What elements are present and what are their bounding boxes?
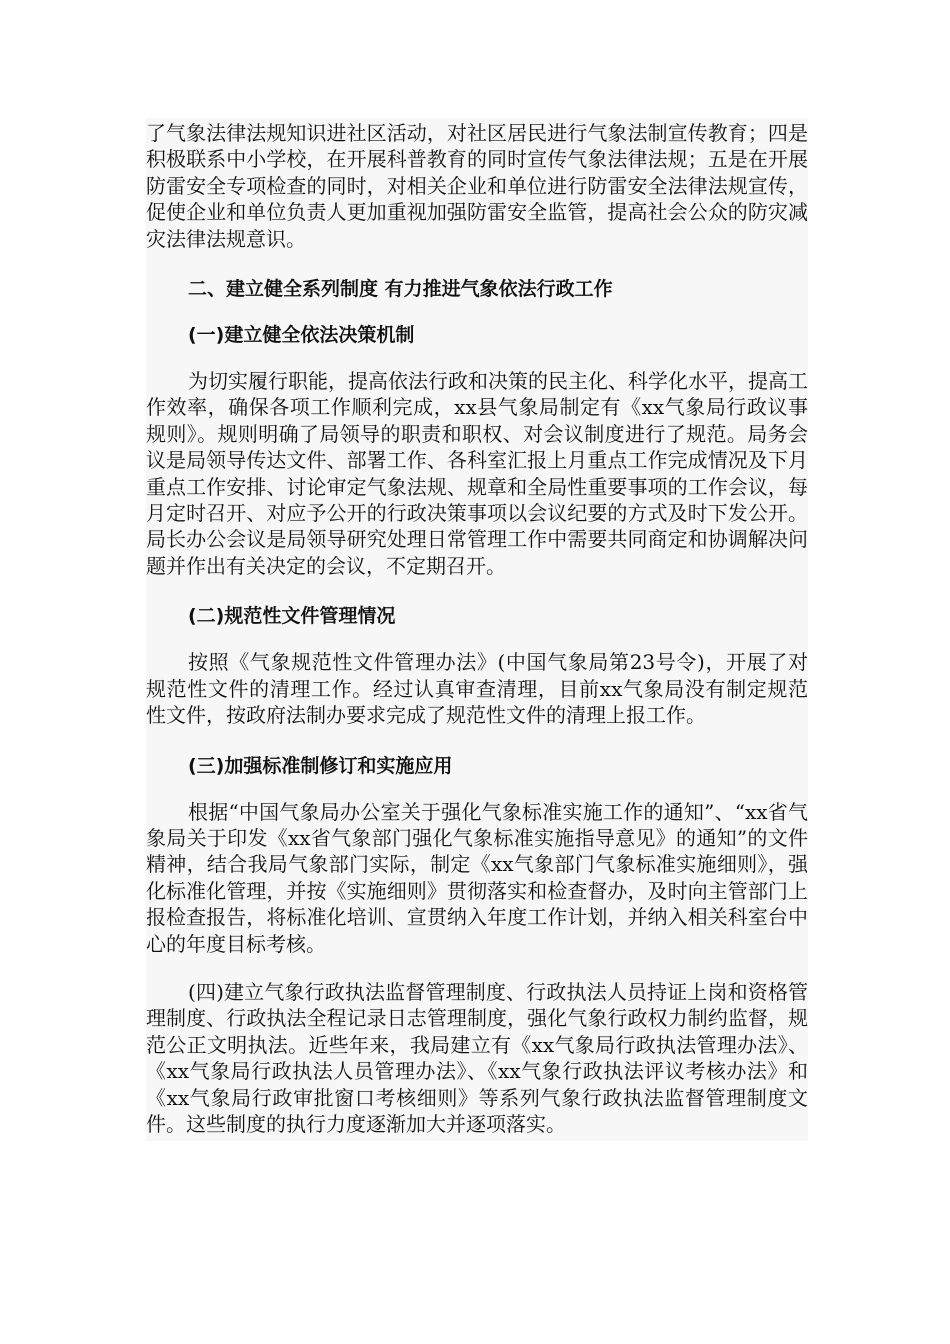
subsection-3-paragraph: 根据“中国气象局办公室关于强化气象标准实施工作的通知”、“xx省气象局关于印发《xx省气象部门强化气象标准实施指导意见》的通知”的文件精神，结合我局气象部门实际，制定《xx气象部门气象标准实施细则》，强化标准化管理，并按《实施细则》贯彻落实和检查督办，及时向主管部门上报检查报告，将标准化培训、宣贯纳入年度工作计划，并纳入相关科室台中心的年度目标考核。 <box>146 799 808 956</box>
subsection-4-paragraph: (四)建立气象行政执法监督管理制度、行政执法人员持证上岗和资格管理制度、行政执法全程记录日志管理制度，强化气象行政权力制约监督，规范公正文明执法。近些年来，我局建立有《xx气象局行政执法管理办法》、《xx气象局行政执法人员管理办法》、《xx气象行政执法评议考核办法》和《xx气象局行政审批窗口考核细则》等系列气象行政执法监督管理制度文件。这些制度的执行力度逐渐加大并逐项落实。 <box>146 979 808 1136</box>
subsection-1-heading: (一)建立健全依法决策机制 <box>188 324 415 347</box>
intro-paragraph: 了气象法律法规知识进社区活动，对社区居民进行气象法制宣传教育；四是积极联系中小学校，在开展科普教育的同时宣传气象法律法规；五是在开展防雷安全专项检查的同时，对相关企业和单位进行防雷安全法律法规宣传，促使企业和单位负责人更加重视加强防雷安全监管，提高社会公众的防灾减灾法律法规意识。 <box>146 121 808 251</box>
section-2-heading: 二、建立健全系列制度 有力推进气象依法行政工作 <box>188 278 613 301</box>
subsection-1-paragraph: 为切实履行职能，提高依法行政和决策的民主化、科学化水平，提高工作效率，确保各项工作顺利完成，xx县气象局制定有《xx气象局行政议事规则》。规则明确了局领导的职责和职权、对会议制度进行了规范。局务会议是局领导传达文件、部署工作、各科室汇报上月重点工作完成情况及下月重点工作安排、讨论审定气象法规、规章和全局性重要事项的工作会议，每月定时召开、对应予公开的行政决策事项以会议纪要的方式及时下发公开。局长办公会议是局领导研究处理日常管理工作中需要共同商定和协调解决问题并作出有关决定的会议，不定期召开。 <box>146 369 808 578</box>
subsection-2-paragraph: 按照《气象规范性文件管理办法》(中国气象局第23号令)，开展了对规范性文件的清理工作。经过认真审查清理，目前xx气象局没有制定规范性文件，按政府法制办要求完成了规范性文件的清理上报工作。 <box>146 650 808 728</box>
subsection-3-heading: (三)加强标准制修订和实施应用 <box>188 754 453 777</box>
subsection-2-heading: (二)规范性文件管理情况 <box>188 605 396 628</box>
document-body <box>146 118 808 1141</box>
